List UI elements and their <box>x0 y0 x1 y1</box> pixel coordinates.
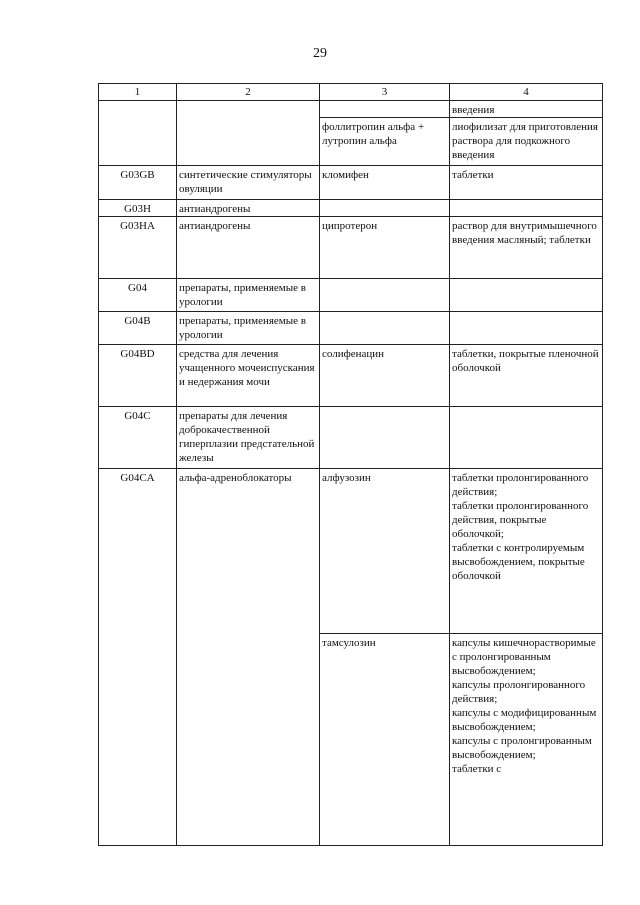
header-row <box>99 84 603 101</box>
pharm-group: средства для лечения учащенного мочеиспускания и недержания мочи <box>177 345 320 407</box>
drug-name: ципротерон <box>320 217 450 279</box>
dosage-form: раствор для внутримышечного введения масляный; таблетки <box>450 217 603 279</box>
dosage-form: капсулы пролонгированного действия; <box>452 679 586 705</box>
column-header: 4 <box>450 84 603 101</box>
drug-name <box>320 312 450 345</box>
drug-name: тамсулозин <box>320 634 450 846</box>
pharm-group: синтетические стимуляторы овуляции <box>177 166 320 200</box>
pharm-group: антиандрогены <box>177 200 320 217</box>
table-row <box>99 200 603 217</box>
dosage-form: введения <box>450 101 603 118</box>
dosage-form: капсулы кишечнорастворимые с пролонгированным высвобождением; <box>452 637 596 677</box>
drug-classification-table <box>98 83 603 846</box>
atc-code <box>99 101 177 166</box>
table-row <box>99 101 603 118</box>
dosage-form <box>450 312 603 345</box>
drug-name <box>320 101 450 118</box>
atc-code: G04 <box>99 279 177 312</box>
dosage-form: таблетки с <box>452 763 502 775</box>
drug-name: кломифен <box>320 166 450 200</box>
pharm-group <box>177 101 320 166</box>
table-row <box>99 469 603 634</box>
atc-code: G04C <box>99 407 177 469</box>
pharm-group: альфа-адреноблокаторы <box>177 469 320 846</box>
table-row <box>99 345 603 407</box>
column-header: 2 <box>177 84 320 101</box>
table-row <box>99 217 603 279</box>
dosage-form: лиофилизат для приготовления раствора для подкожного введения <box>450 118 603 166</box>
dosage-form: таблетки с контролируемым высвобождением, покрытые оболочкой <box>452 542 585 582</box>
atc-code: G03GB <box>99 166 177 200</box>
atc-code: G03HA <box>99 217 177 279</box>
table-row <box>99 312 603 345</box>
pharm-group: препараты для лечения доброкачественной гиперплазии предстательной железы <box>177 407 320 469</box>
column-header: 1 <box>99 84 177 101</box>
atc-code: G04BD <box>99 345 177 407</box>
drug-name <box>320 279 450 312</box>
page-number: 29 <box>313 46 327 61</box>
dosage-form <box>450 200 603 217</box>
dosage-form: капсулы с модифицированным высвобождением; <box>452 707 597 733</box>
drug-name <box>320 200 450 217</box>
dosage-form-list <box>450 469 603 634</box>
dosage-form: таблетки <box>450 166 603 200</box>
dosage-form: таблетки пролонгированного действия, покрытые оболочкой; <box>452 500 589 540</box>
atc-code: G04B <box>99 312 177 345</box>
pharm-group: препараты, применяемые в урологии <box>177 279 320 312</box>
table-row <box>99 279 603 312</box>
dosage-form: таблетки, покрытые пленочной оболочкой <box>450 345 603 407</box>
dosage-form <box>450 407 603 469</box>
drug-name: солифенацин <box>320 345 450 407</box>
drug-name: фоллитропин альфа + лутропин альфа <box>320 118 450 166</box>
dosage-form: таблетки пролонгированного действия; <box>452 472 589 498</box>
column-header: 3 <box>320 84 450 101</box>
drug-name <box>320 407 450 469</box>
atc-code: G04CA <box>99 469 177 846</box>
dosage-form-list <box>450 634 603 846</box>
dosage-form: капсулы с пролонгированным высвобождением; <box>452 735 592 761</box>
pharm-group: антиандрогены <box>177 217 320 279</box>
pharm-group: препараты, применяемые в урологии <box>177 312 320 345</box>
table-row <box>99 166 603 200</box>
table-row <box>99 407 603 469</box>
atc-code: G03H <box>99 200 177 217</box>
drug-name: алфузозин <box>320 469 450 634</box>
dosage-form <box>450 279 603 312</box>
